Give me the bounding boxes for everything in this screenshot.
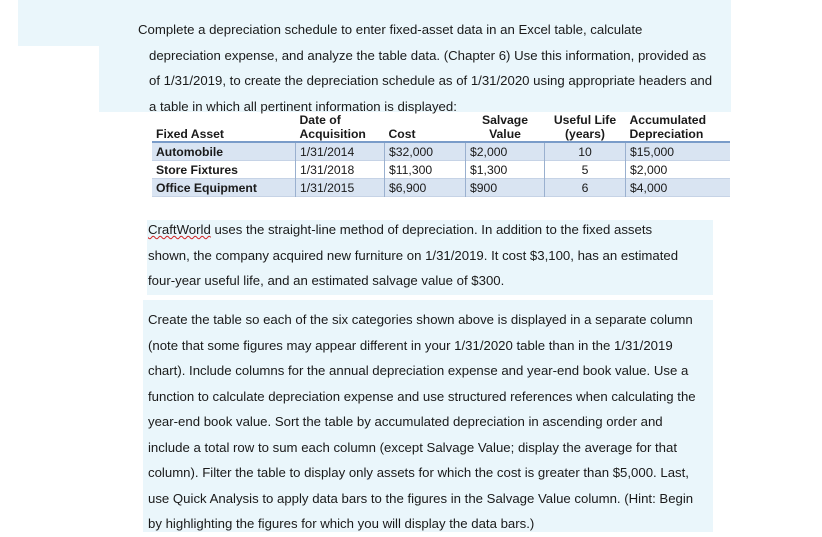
intro-line: of 1/31/2019, to create the depreciation schedule as of 1/31/2020 using appropriate headers and [149,73,713,88]
fixed-asset-table [152,113,730,197]
cell-salvage: $1,300 [466,161,545,179]
intro-line: a table in which all pertinent information is displayed: [149,98,457,114]
para3-line: year-end book value. Sort the table by accumulated depreciation in ascending order and [148,414,663,429]
para2-line1-rest: uses the straight-line method of depreciation. In addition to the fixed assets [210,222,653,237]
intro-highlight-left [18,10,99,46]
table-row [152,142,730,161]
header-accumulated-depreciation: Accumulated Depreciation [629,113,707,141]
header-salvage-value: Salvage Value [481,113,529,141]
cell-date: 1/31/2018 [296,161,385,179]
cell-date: 1/31/2015 [296,179,385,197]
cell-useful-life: 6 [545,179,626,197]
header-fixed-asset: Fixed Asset [156,127,224,141]
cell-fixed-asset: Office Equipment [152,179,296,197]
para3-line: by highlighting the figures for which you will display the data bars.) [148,516,535,531]
company-name: CraftWorld [148,222,211,237]
cell-date: 1/31/2014 [296,142,385,161]
intro-paragraph [138,17,712,119]
cell-salvage: $900 [466,179,545,197]
cell-fixed-asset: Automobile [152,142,296,161]
para3-line: (note that some figures may appear different in your 1/31/2020 table than in the 1/31/2019 [148,337,673,353]
table-row [152,179,730,197]
para2-line: four-year useful life, and an estimated salvage value of $300. [148,273,505,288]
header-useful-life: Useful Life (years) [553,113,617,141]
cell-accumulated: $15,000 [626,142,731,161]
cell-fixed-asset: Store Fixtures [156,162,238,177]
cell-accumulated: $2,000 [626,161,731,179]
para3-line: column). Filter the table to display only assets for which the cost is greater than $5,000. Last, [148,465,689,480]
header-date-of-acquisition: Date of Acquisition [299,113,366,141]
para3-line: use Quick Analysis to apply data bars to the figures in the Salvage Value column. (Hint: Begin [148,490,694,506]
header-cost: Cost [388,127,416,141]
table-row [152,161,730,179]
cell-salvage: $2,000 [466,142,545,161]
intro-line: depreciation expense, and analyze the table data. (Chapter 6) Use this information, provided as [149,47,707,63]
para2-line: shown, the company acquired new furniture on 1/31/2019. It cost $3,100, has an estimated [148,247,679,263]
cell-cost: $11,300 [385,161,466,179]
para3-line: include a total row to sum each column (except Salvage Value; display the average for that [148,439,678,455]
cell-cost: $32,000 [385,142,466,161]
cell-cost: $6,900 [385,179,466,197]
table-header-row [152,113,730,142]
para3-line: chart). Include columns for the annual depreciation expense and year-end book value. Use a [148,363,689,378]
para2-line [148,217,678,243]
instructions-paragraph [148,307,696,537]
cell-useful-life: 10 [545,142,626,161]
cell-useful-life: 5 [545,161,626,179]
para3-line: function to calculate depreciation expense and use structured references when calculating the [148,388,696,404]
cell-accumulated: $4,000 [626,179,731,197]
para3-line: Create the table so each of the six categories shown above is displayed in a separate column [148,312,693,327]
intro-line: Complete a depreciation schedule to enter fixed-asset data in an Excel table, calculate [138,22,643,37]
furniture-paragraph [148,217,678,294]
